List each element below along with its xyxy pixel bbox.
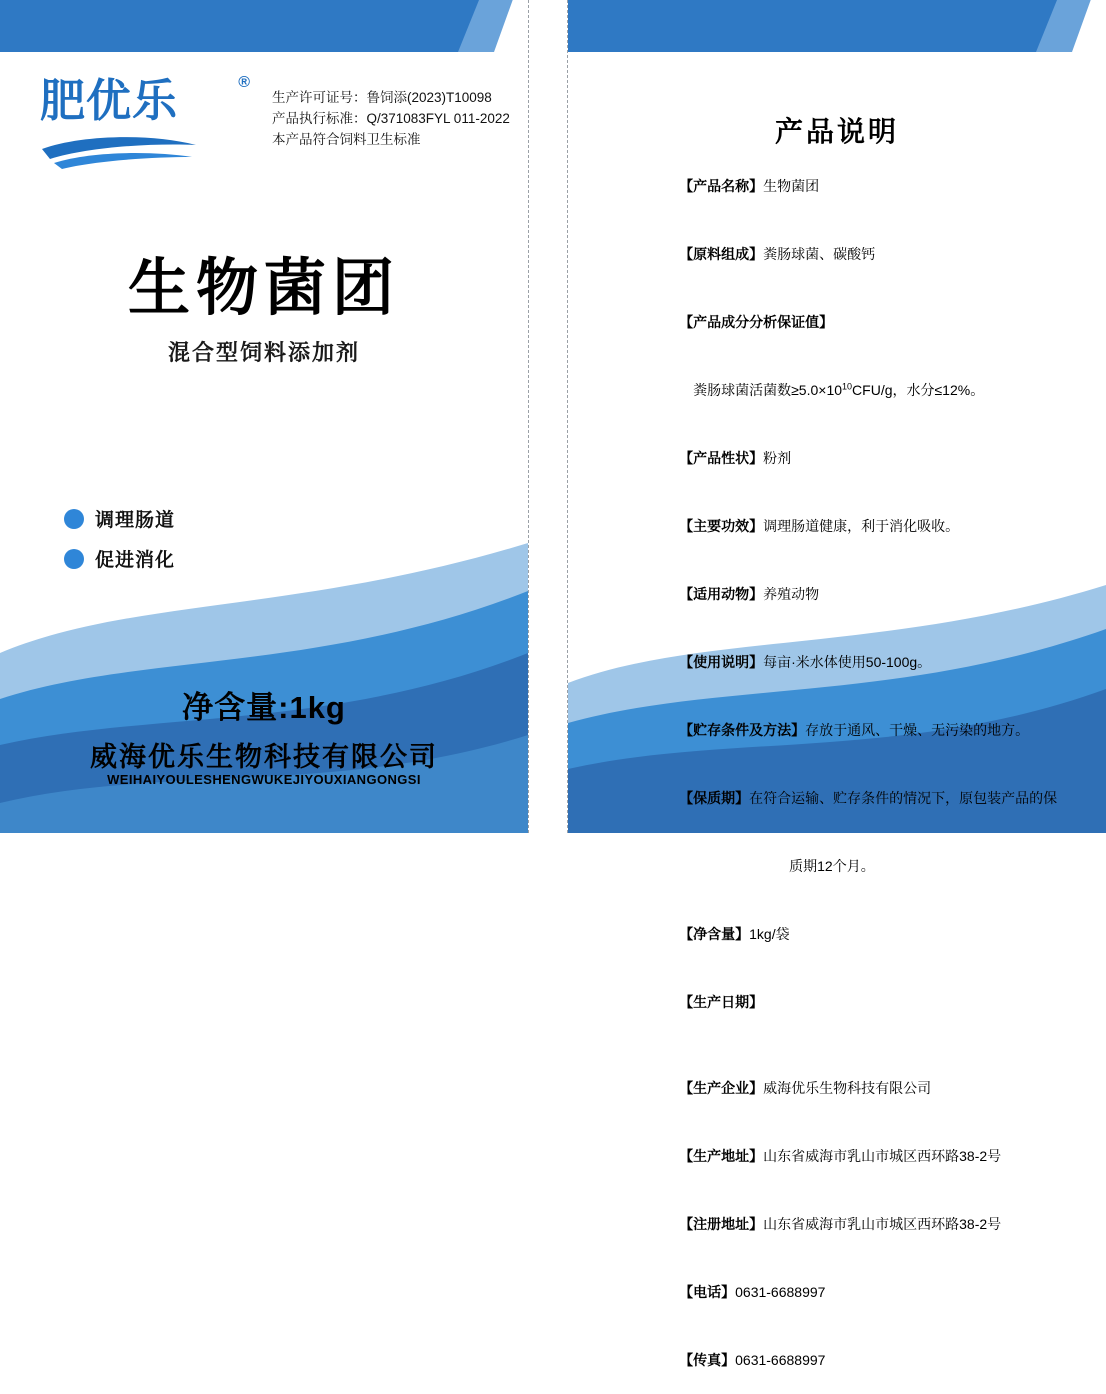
license-info	[272, 88, 510, 151]
spec-key: 【电话】	[679, 1283, 736, 1300]
bullet-dot-icon	[64, 509, 84, 529]
spec-row	[648, 1258, 1088, 1326]
spec-row	[648, 696, 1088, 764]
spec-key: 【主要功效】	[679, 517, 764, 534]
spec-row	[648, 1326, 1088, 1394]
registered-trademark-icon: ®	[238, 74, 250, 91]
spec-key: 【使用说明】	[679, 653, 764, 670]
brand-swoosh-icon	[40, 129, 200, 169]
spec-row	[648, 968, 1088, 1036]
spec-key: 【生产企业】	[679, 1079, 764, 1096]
company-name-en: WEIHAIYOULESHENGWUKEJIYOUXIANGONGSI	[107, 772, 421, 787]
spec-value: 粉剂	[763, 449, 792, 466]
spec-row	[648, 1122, 1088, 1190]
spec-value: 1kg/袋	[749, 925, 790, 942]
license-line-3: 本产品符合饲料卫生标准	[272, 131, 421, 147]
spec-row	[648, 152, 1088, 220]
spec-value: 存放于通风、干燥、无污染的地方。	[805, 721, 1030, 738]
spec-value: 质期12个月。	[789, 857, 875, 874]
spec-key: 【适用动物】	[679, 585, 764, 602]
feature-list	[64, 505, 175, 585]
spec-row	[648, 424, 1088, 492]
brand-logo	[40, 74, 250, 174]
front-panel	[0, 0, 528, 833]
page-title: 产品说明	[774, 116, 899, 147]
list-item	[64, 505, 175, 532]
spec-row	[648, 220, 1088, 288]
spec-value: 山东省威海市乳山市城区西环路38-2号	[763, 1215, 1002, 1232]
spec-key: 【贮存条件及方法】	[679, 721, 806, 738]
spec-value: 山东省威海市乳山市城区西环路38-2号	[763, 1147, 1002, 1164]
spec-value: 粪肠球菌活菌数≥5.0×10	[693, 381, 843, 398]
license-line-2: 产品执行标准：Q/371083FYL 011-2022	[272, 110, 510, 126]
spec-row	[648, 900, 1088, 968]
spec-row-continued	[648, 832, 1088, 900]
spec-key: 【保质期】	[679, 789, 750, 806]
spec-value: 在符合运输、贮存条件的情况下，原包装产品的保	[749, 789, 1058, 806]
spec-key: 【产品性状】	[679, 449, 764, 466]
spec-row	[648, 288, 1088, 356]
spec-value: 养殖动物	[763, 585, 820, 602]
bullet-dot-icon	[64, 549, 84, 569]
spec-key: 【净含量】	[679, 925, 750, 942]
spec-key: 【传真】	[679, 1351, 736, 1368]
spec-value: 生物菌团	[763, 177, 820, 194]
list-item	[64, 545, 175, 572]
spec-key: 【生产日期】	[679, 993, 764, 1010]
fold-line-left	[528, 0, 529, 833]
feature-label: 调理肠道	[95, 510, 176, 531]
spec-list	[648, 152, 1088, 1394]
spec-row	[648, 628, 1088, 696]
spec-row	[648, 764, 1088, 832]
spec-key: 【注册地址】	[679, 1215, 764, 1232]
spec-value: 0631-6688997	[735, 1283, 826, 1300]
spec-exponent: 10	[842, 381, 853, 392]
spec-value: 威海优乐生物科技有限公司	[763, 1079, 932, 1096]
spec-row	[648, 1190, 1088, 1258]
feature-label: 促进消化	[95, 550, 176, 571]
spec-row	[648, 492, 1088, 560]
spec-value: 0631-6688997	[735, 1351, 826, 1368]
product-title: 生物菌团	[127, 251, 400, 324]
net-weight: 净含量:1kg	[182, 690, 346, 725]
brand-name: 肥优乐	[40, 75, 179, 126]
spec-key: 【原料组成】	[679, 245, 764, 262]
spec-value: 调理肠道健康，利于消化吸收。	[763, 517, 960, 534]
spec-value-2: CFU/g，水分≤12%。	[852, 381, 985, 398]
spec-row	[648, 1054, 1088, 1122]
product-subtitle: 混合型饲料添加剂	[167, 340, 360, 365]
spec-key: 【生产地址】	[679, 1147, 764, 1164]
spec-key: 【产品成分分析保证值】	[679, 313, 834, 330]
back-top-bar	[568, 0, 1106, 52]
spec-row	[648, 560, 1088, 628]
license-line-1: 生产许可证号：鲁饲添(2023)T10098	[272, 90, 492, 105]
spec-key: 【产品名称】	[679, 177, 764, 194]
spec-row-guarantee	[648, 356, 1088, 424]
front-top-bar	[0, 0, 528, 52]
spec-value: 粪肠球菌、碳酸钙	[763, 245, 876, 262]
company-name-cn: 威海优乐生物科技有限公司	[90, 742, 438, 772]
back-panel	[568, 0, 1106, 1368]
spec-value: 每亩·米水体使用50-100g。	[763, 653, 932, 670]
